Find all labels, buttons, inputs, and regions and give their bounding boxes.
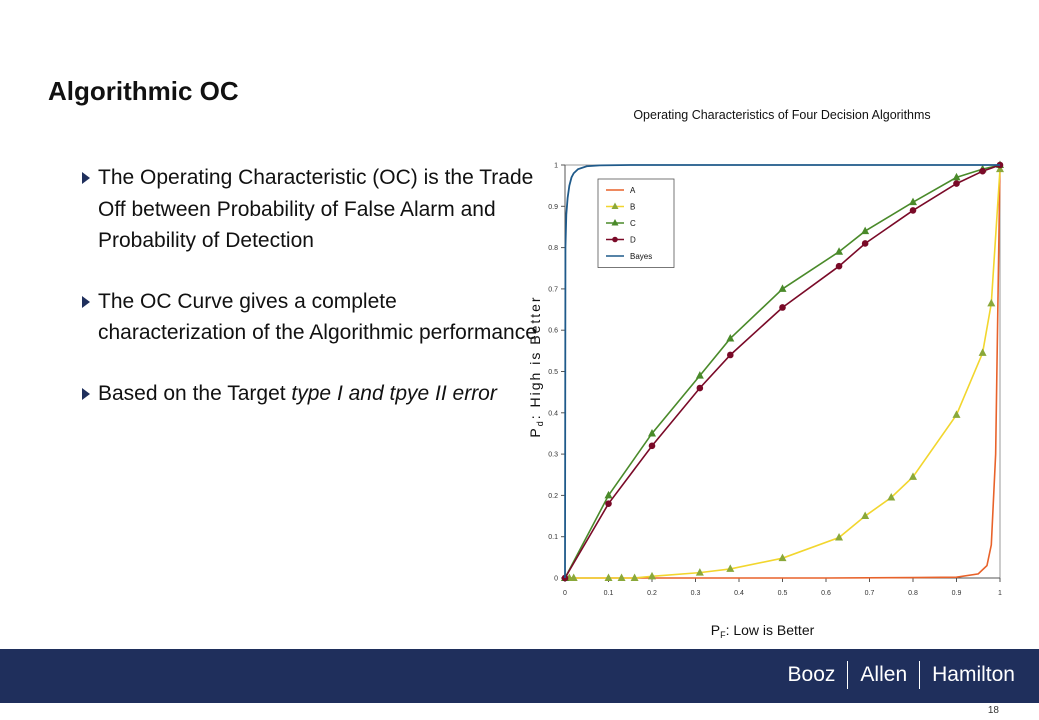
x-tick-label: 0.9	[951, 590, 962, 597]
data-point-d	[953, 180, 960, 187]
bullet-text: The Operating Characteristic (OC) is the Trade Off between Probability of False Alarm and Probability of Detection	[98, 166, 534, 252]
legend-label-b: B	[630, 202, 636, 212]
bullet-oc-definition	[82, 162, 542, 257]
bullet-arrow-icon	[82, 296, 90, 308]
data-point-d	[727, 352, 734, 359]
x-axis-label: $P_F$: Low is Better	[710, 622, 815, 640]
legend-label-a: A	[630, 186, 636, 195]
bullet-arrow-icon	[82, 172, 90, 184]
bullet-target-error	[82, 378, 542, 410]
x-tick-label: 1	[998, 590, 1002, 597]
x-tick-label: 0.6	[821, 590, 831, 597]
booz-allen-hamilton-logo	[788, 661, 1015, 689]
y-tick-label: 1	[554, 162, 558, 170]
x-tick-label: 0.1	[603, 590, 614, 597]
x-tick-label: 0.3	[690, 590, 701, 597]
data-point-d	[979, 168, 986, 175]
chart-title: Operating Characteristics of Four Decision Algorithms	[633, 108, 931, 122]
data-point-d	[649, 443, 656, 450]
logo-word-allen: Allen	[860, 663, 908, 686]
bullet-arrow-icon	[82, 388, 90, 400]
y-tick-label: 0.3	[548, 451, 558, 459]
y-tick-label: 0.5	[548, 369, 558, 376]
y-tick-label: 0.9	[548, 203, 558, 211]
bullet-text-emphasis: type I and tpye II error	[291, 381, 497, 405]
y-tick-label: 0.7	[548, 286, 558, 294]
bullet-text: The OC Curve gives a complete characterization of the Algorithmic performance	[98, 289, 537, 344]
y-tick-label: 0.1	[548, 534, 558, 542]
bullet-text-prefix: Based on the Target	[98, 381, 292, 405]
logo-word-booz: Booz	[787, 663, 836, 686]
x-tick-label: 0.8	[908, 590, 918, 597]
y-tick-label: 0.4	[548, 410, 558, 418]
data-point-d	[836, 263, 843, 270]
x-tick-label: 0	[563, 590, 567, 597]
logo-divider	[847, 661, 848, 689]
x-tick-label: 0.4	[734, 590, 744, 597]
y-tick-label: 0.8	[548, 245, 558, 253]
legend	[598, 179, 674, 268]
data-point-d	[605, 500, 612, 507]
bullet-list	[82, 162, 542, 438]
data-point-d	[862, 240, 869, 247]
bullet-oc-curve	[82, 286, 542, 349]
data-point-d	[779, 304, 786, 311]
logo-divider	[919, 661, 920, 689]
logo-word-hamilton: Hamilton	[932, 663, 1015, 686]
x-tick-label: 0.5	[777, 590, 788, 597]
legend-marker-d	[612, 237, 618, 243]
data-point-d	[697, 385, 704, 392]
y-tick-label: 0.6	[548, 327, 558, 335]
y-axis-label: $P_d$: High is Better	[527, 295, 545, 438]
legend-label-c: C	[630, 219, 636, 228]
oc-chart	[520, 130, 1020, 645]
x-tick-label: 0.7	[864, 590, 875, 597]
y-tick-label: 0	[554, 575, 558, 583]
legend-label-d: D	[630, 235, 636, 245]
x-tick-label: 0.2	[647, 590, 657, 597]
page-number: 18	[987, 705, 999, 716]
y-tick-label: 0.2	[548, 492, 558, 500]
legend-label-bayes: Bayes	[630, 252, 653, 261]
footer-bar	[0, 649, 1039, 703]
data-point-d	[910, 207, 917, 214]
slide-title: Algorithmic OC	[48, 76, 239, 106]
